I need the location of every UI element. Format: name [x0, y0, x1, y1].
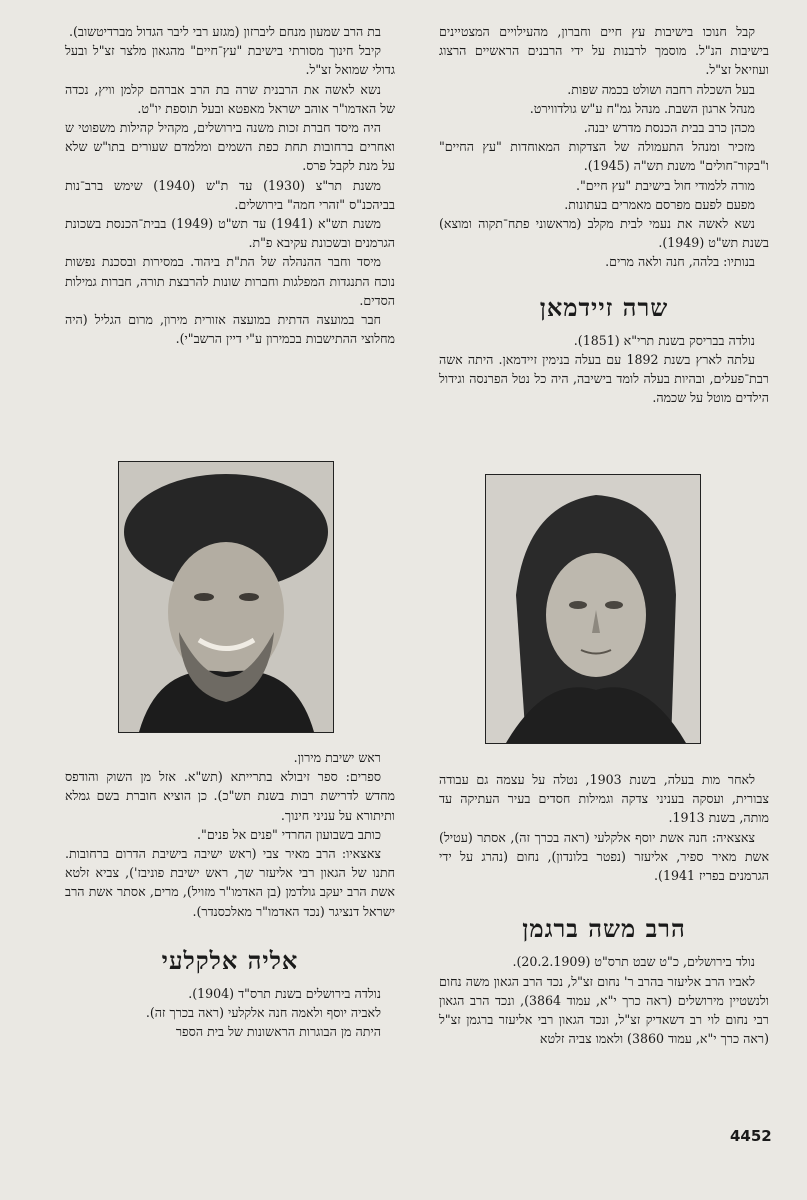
paragraph: היתה מן הבוגרות הראשונות של בית הספר: [175, 1024, 381, 1040]
paragraph: נשא לאשה את הרבנית שרה בת הרב אברהם קלמן וויץ, נכדה של האדמו"ר אוהב ישראל מאפטא ובעל תוספת יו"ט.: [65, 81, 395, 116]
paragraph: צאצאיה: חנה אשת יוסף אלקלעי (ראה בכרך זה), אסתר (עטיל) אשת מאיר ספיר, אליעזר (נפטר בלונדון), נחום (נהרג על ידי הגרמנים בפריז 1941).: [439, 829, 769, 884]
paragraph: ראש ישיבת מירון.: [293, 750, 381, 765]
paragraph: מזכיר ומנהל התעמולה של הצדקות המאוחדות "עץ החיים" ו"בקור־חולים" משנת תש"ה (1945).: [439, 139, 769, 174]
page-number: 4452: [730, 1127, 772, 1145]
paragraph: לאחר מות בעלה, בשנת 1903, נטלה על עצמה גם עבודה צבורית, ועסקה בעניני צדקה וגמילות חסדים בעיר העתיקה עד מותה, בשנת 1913.: [439, 772, 769, 826]
portrait-photo-rabbi: [118, 461, 334, 733]
portrait-photo-sarah: [485, 474, 701, 744]
right-top-section: [439, 22, 769, 272]
left-column-lower: [65, 748, 395, 1042]
paragraph: בעל השכלה רחבה ושולט בכמה שפות.: [567, 81, 755, 97]
paragraph: מכהן כרב בבית הכנסת מדרש יבנה.: [583, 120, 755, 136]
paragraph: מורה ללמודי חול בישיבת "עץ חיים".: [575, 177, 755, 193]
paragraph: בת הרב שמעון מנחם ליברזון (מגזע רבי ליבר הגדול מברדיטשוב).: [68, 24, 381, 39]
paragraph: היה מיסד חברת זכות משנה בירושלים, מקהיל קהילות משפוטי ש ואחרים ברחובות תחת כפת השמים ומלמדם שעורים בתו"ש שלא על מנת לקבל פרס.: [65, 120, 395, 174]
paragraph: מפעם לפעם מפרסם מאמרים בעתונות.: [564, 196, 755, 212]
right-column-lower: [439, 770, 769, 1048]
paragraph: צאצאיו: הרב מאיר צבי (ראש ישיבה בישיבת הדרום ברחובות. חתנו של הגאון רבי אליעזר שך, ראש ישיבת פוניבז'), צביא זלטא אשת הרב יעקב גולדמן (בן האדמו"ר מזויל), מרים, אסתר אשת הרב ישראל דנציגר (נכד האדמו"ר מאלכסנדר).: [65, 846, 395, 919]
paragraph: מיסד וחבר ההנהלה של הת"ת ביהוד. במסירות ובסכנת נפשות נוכח התנגדות המפלגות וחברות שונות להרבצת תורה, חברות גמילות הסדים.: [65, 254, 395, 308]
paragraph: לאביו הרב אליעזר בהרב ר' נחום זצ"ל, נכד הרב הגאון משה נחום ולנשטיין מירושלים (ראה כרך י"א, עמוד 3864), ונכד הרב הגאון רבי נחום לוי רב דשאדיק זצ"ל, ונכד הגאון רבי אליעזר ברגמן זצ"ל (ראה כרך י"א, עמוד 3860) ולאמו צביה זלטא: [439, 973, 769, 1047]
paragraph: משנת תר"צ (1930) עד ת"ש (1940) שימש ברב־נות בביהכנ"ס "זהרי חמה" בירושלים.: [65, 177, 395, 212]
biography-heading-sarah: שרה זיידמאן: [539, 292, 669, 322]
paragraph: מנהל ארגון השבת. מנהל גמ"ח ע"ש גולדווירט.: [529, 100, 755, 116]
paragraph: נשא לאשה את נעמי לבית מקלב (מראשוני פתח־תקוה ומוצא) בשנת תש"ט (1949).: [439, 216, 769, 251]
paragraph: קבל חנוכו בישיבות עץ חיים וחברון, מהעילויים המצטיינים בישיבות הנ"ל. מוסמך לרבנות על ידי הרבנים הראשיים הרצוג ועוזיאל זצ"ל.: [439, 24, 769, 78]
paragraph: כותב בשבועון החרדי "פנים אל פנים".: [197, 826, 381, 842]
paragraph: נולד בירושלים, כ"ט שבט תרס"ט (20.2.1909).: [512, 954, 755, 970]
right-column: [439, 22, 769, 408]
paragraph: ספרים: ספר זיבולא בתרייתא (תש"א. אזל מן השוק והודפס מחדש לדרישת רבות בשנת תש"כ). כן הוציא חוברת בשם גמלא ותיתורא על עניני חינוך.: [65, 769, 395, 823]
paragraph: בנותיו: בלהה, חנה ולאה מרים.: [605, 254, 755, 270]
biography-heading-moshe: הרב משה ברגמן: [522, 914, 686, 944]
paragraph: נולדה בבריסק בשנת תרי"א (1851).: [573, 332, 755, 348]
paragraph: משנת תש"א (1941) עד תש"ט (1949) בבית־הכנסת בשכונת הגרמנים ובשכונת עקיבא פ"ת.: [65, 216, 395, 251]
paragraph: עלתה לארץ בשנת 1892 עם בעלה בנימין זיידמאן. היתה אשה רבת־פעלים, ובהיות בעלה לומד בישיבה, היה כל נטל הפרנסה וגידול הילדים מוטל על שכמה.: [439, 352, 769, 406]
paragraph: לאביה יוסף ולאמה חנה אלקלעי (ראה בכרך זה).: [145, 1005, 381, 1021]
paragraph: קיבל חינוך מסורתי בישיבת "עץ־חיים" מהגאון מלצר זצ"ל ובעל גדולי שמואל זצ"ל.: [65, 43, 395, 78]
left-column: [65, 22, 395, 348]
biography-heading-eliyah: אליה אלקלעי: [161, 945, 299, 975]
paragraph: נולדה בירושלים בשנת תרס"ד (1904).: [188, 986, 381, 1002]
paragraph: חבר במועצה הדתית במועצה אזורית מירון, מרום הגליל (היה מחלוצי ההתישבות בכמירון ע"י דיין הרשב"י).: [65, 312, 395, 347]
